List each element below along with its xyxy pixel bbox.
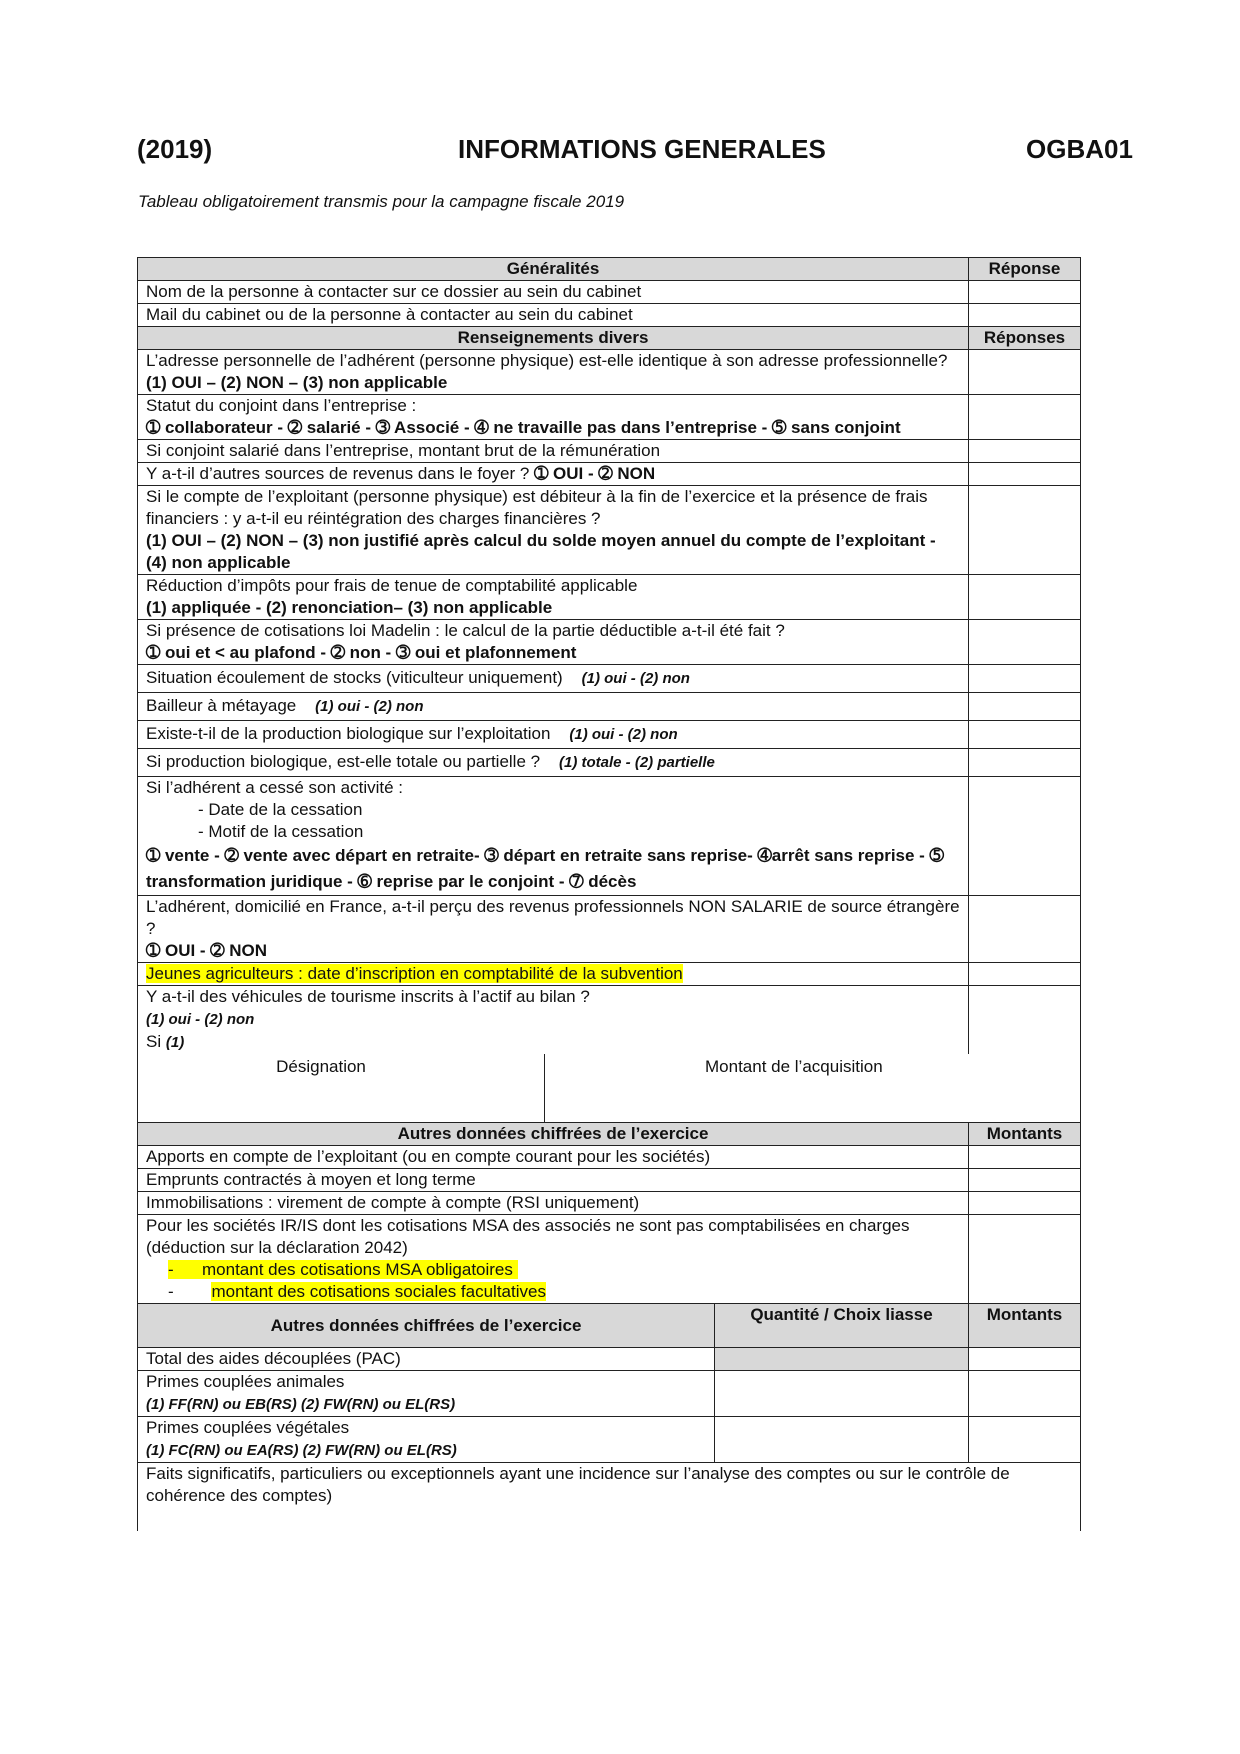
cessation-reason-label: - Motif de la cessation	[198, 822, 364, 841]
answer-cell[interactable]	[969, 963, 1081, 986]
section-title: Autres données chiffrées de l’exercice	[138, 1304, 715, 1348]
quantity-cell[interactable]	[715, 1371, 969, 1417]
answer-cell[interactable]	[969, 1371, 1081, 1417]
answer-cell[interactable]	[969, 1215, 1081, 1304]
row-label: Nom de la personne à contacter sur ce dossier au sein du cabinet	[138, 281, 969, 304]
form-row	[138, 350, 1081, 395]
section-title: Renseignements divers	[138, 327, 969, 350]
answer-cell[interactable]	[969, 1192, 1081, 1215]
form-row	[138, 486, 1081, 575]
row-label: Y a-t-il des véhicules de tourisme inscrits à l’actif au bilan ?	[146, 987, 590, 1006]
form-code: OGBA01	[1026, 134, 1133, 164]
answer-cell[interactable]	[969, 281, 1081, 304]
year: (2019)	[137, 134, 213, 164]
form-row	[138, 665, 1081, 693]
vehicle-subtable	[138, 1054, 1081, 1123]
row-label[interactable]: Faits significatifs, particuliers ou exceptionnels ayant une incidence sur l’analyse des comptes ou sur le contrôle de cohérence des comptes)	[138, 1463, 1081, 1531]
row-label: Si le compte de l’exploitant (personne physique) est débiteur à la fin de l’exercice et la présence de frais financiers : y a-t-il eu réintégration des charges financières ?	[146, 487, 928, 528]
form-row	[138, 986, 1081, 1055]
form-row	[138, 1169, 1081, 1192]
answer-cell[interactable]	[969, 986, 1081, 1055]
row-label: L’adhérent, domicilié en France, a-t-il perçu des revenus professionnels NON SALARIE de source étrangère ?	[146, 897, 960, 938]
form-row	[138, 1463, 1081, 1531]
answer-cell[interactable]	[969, 486, 1081, 575]
row-options: ➀ OUI - ➁ NON	[146, 941, 268, 960]
row-label: Si présence de cotisations loi Madelin : le calcul de la partie déductible a-t-il été fait ?	[146, 621, 785, 640]
form-row	[138, 963, 1081, 986]
form-row	[138, 777, 1081, 896]
form-row	[138, 1192, 1081, 1215]
row-options: (1) oui - (2) non	[315, 698, 424, 715]
optional-contributions-label: montant des cotisations sociales facultatives	[211, 1282, 546, 1301]
form-row	[138, 620, 1081, 665]
answer-cell[interactable]	[969, 749, 1081, 777]
answer-cell[interactable]	[969, 896, 1081, 963]
amount-header: Montants	[969, 1304, 1081, 1348]
row-label: Primes couplées animales	[146, 1372, 345, 1391]
row-label: Pour les sociétés IR/IS dont les cotisations MSA des associés ne sont pas comptabilisées en charges (déduction sur la déclaration 2042)	[146, 1216, 910, 1257]
section-title: Autres données chiffrées de l’exercice	[138, 1123, 969, 1146]
row-label: Apports en compte de l’exploitant (ou en compte courant pour les sociétés)	[138, 1146, 969, 1169]
section-header	[138, 327, 1081, 350]
row-label: Jeunes agriculteurs : date d’inscription en comptabilité de la subvention	[146, 964, 683, 983]
form-row	[138, 395, 1081, 440]
section-header	[138, 258, 1081, 281]
form-row	[138, 1417, 1081, 1463]
row-options: (1) totale - (2) partielle	[559, 754, 715, 771]
row-options: (1) OUI – (2) NON – (3) non applicable	[146, 373, 448, 392]
row-label: Emprunts contractés à moyen et long terme	[138, 1169, 969, 1192]
answer-cell[interactable]	[969, 395, 1081, 440]
row-options: (1) appliquée - (2) renonciation– (3) non applicable	[146, 598, 553, 617]
form-row	[138, 575, 1081, 620]
row-label: Si l’adhérent a cessé son activité :	[146, 778, 404, 797]
quantity-cell-disabled	[715, 1348, 969, 1371]
section-header	[138, 1304, 1081, 1348]
row-label: Immobilisations : virement de compte à compte (RSI uniquement)	[138, 1192, 969, 1215]
row-label: Situation écoulement de stocks (viticulteur uniquement)	[146, 668, 563, 687]
answer-cell[interactable]	[969, 463, 1081, 486]
row-options: (1) FF(RN) ou EB(RS) (2) FW(RN) ou EL(RS)	[146, 1396, 456, 1413]
answer-cell[interactable]	[969, 693, 1081, 721]
row-label: L’adresse personnelle de l’adhérent (personne physique) est-elle identique à son adresse professionnelle?	[146, 351, 948, 370]
answer-cell[interactable]	[969, 721, 1081, 749]
page-title: INFORMATIONS GENERALES	[458, 134, 826, 164]
row-label: Réduction d’impôts pour frais de tenue de comptabilité applicable	[146, 576, 638, 595]
row-label: Primes couplées végétales	[146, 1418, 350, 1437]
form-row	[138, 749, 1081, 777]
answer-cell[interactable]	[969, 1146, 1081, 1169]
row-options: (1) FC(RN) ou EA(RS) (2) FW(RN) ou EL(RS)	[146, 1442, 457, 1459]
row-label: Existe-t-il de la production biologique sur l’exploitation	[146, 724, 551, 743]
row-label: Mail du cabinet ou de la personne à contacter au sein du cabinet	[138, 304, 969, 327]
row-options: ➀ oui et < au plafond - ➁ non - ➂ oui et plafonnement	[146, 643, 577, 662]
form-row	[138, 693, 1081, 721]
row-options: ➀ OUI - ➁ NON	[534, 464, 656, 483]
quantity-cell[interactable]	[715, 1417, 969, 1463]
answer-cell[interactable]	[969, 575, 1081, 620]
row-options: (1) oui - (2) non	[581, 670, 690, 687]
form-table	[137, 257, 1081, 1531]
form-row	[138, 1371, 1081, 1417]
answer-cell[interactable]	[969, 777, 1081, 896]
section-header	[138, 1123, 1081, 1146]
answer-cell[interactable]	[969, 1348, 1081, 1371]
row-label: Statut du conjoint dans l’entreprise :	[146, 396, 417, 415]
row-label: Total des aides découplées (PAC)	[138, 1348, 715, 1371]
answer-cell[interactable]	[969, 1417, 1081, 1463]
row-options: (1) OUI – (2) NON – (3) non justifié après calcul du solde moyen annuel du compte de l’exploitant - (4) non applicable	[146, 531, 936, 572]
answer-cell[interactable]	[969, 665, 1081, 693]
answer-cell[interactable]	[969, 350, 1081, 395]
designation-header: Désignation	[276, 1057, 366, 1076]
form-row	[138, 1348, 1081, 1371]
form-row	[138, 440, 1081, 463]
if-condition: (1)	[165, 1034, 185, 1051]
row-options: (1) oui - (2) non	[146, 1011, 255, 1028]
form-row	[138, 896, 1081, 963]
form-row: Pour les sociétés IR/IS dont les cotisations MSA des associés ne sont pas comptabilisées en charges (déduction sur la déclaration 2042) - montant des cotisations MSA obligatoires - montant des cotisations sociales facultatives	[138, 1215, 1081, 1304]
row-label: Si production biologique, est-elle totale ou partielle ?	[146, 752, 541, 771]
answer-cell[interactable]	[969, 440, 1081, 463]
response-header: Réponse	[969, 258, 1081, 281]
row-options: (1) oui - (2) non	[569, 726, 678, 743]
form-row	[138, 281, 1081, 304]
row-options: ➀ collaborateur - ➁ salarié - ➂ Associé - ➃ ne travaille pas dans l’entreprise - ➄ sans conjoint	[146, 418, 901, 437]
if-label: Si	[146, 1032, 162, 1051]
msa-mandatory-label: - montant des cotisations MSA obligatoires	[168, 1260, 518, 1279]
row-label: Y a-t-il d’autres sources de revenus dans le foyer ?	[146, 464, 530, 483]
form-row	[138, 463, 1081, 486]
response-header: Réponses	[969, 327, 1081, 350]
cessation-date-label: - Date de la cessation	[198, 800, 363, 819]
answer-cell[interactable]	[969, 1169, 1081, 1192]
form-row	[138, 721, 1081, 749]
subtitle: Tableau obligatoirement transmis pour la campagne fiscale 2019	[138, 192, 625, 211]
amount-header: Montants	[969, 1123, 1081, 1146]
quantity-header: Quantité / Choix liasse	[715, 1304, 969, 1348]
form-row	[138, 1146, 1081, 1169]
acquisition-amount-header: Montant de l’acquisition	[705, 1057, 883, 1076]
form-row	[138, 304, 1081, 327]
row-label: Bailleur à métayage	[146, 696, 297, 715]
row-options: ➀ vente - ➁ vente avec départ en retraite- ➂ départ en retraite sans reprise- ➃arrêt sans reprise - ➄ transformation juridique - ➅ reprise par le conjoint - ➆ décès	[146, 846, 944, 891]
answer-cell[interactable]	[969, 620, 1081, 665]
row-label: Si conjoint salarié dans l’entreprise, montant brut de la rémunération	[138, 440, 969, 463]
section-title: Généralités	[138, 258, 969, 281]
answer-cell[interactable]	[969, 304, 1081, 327]
